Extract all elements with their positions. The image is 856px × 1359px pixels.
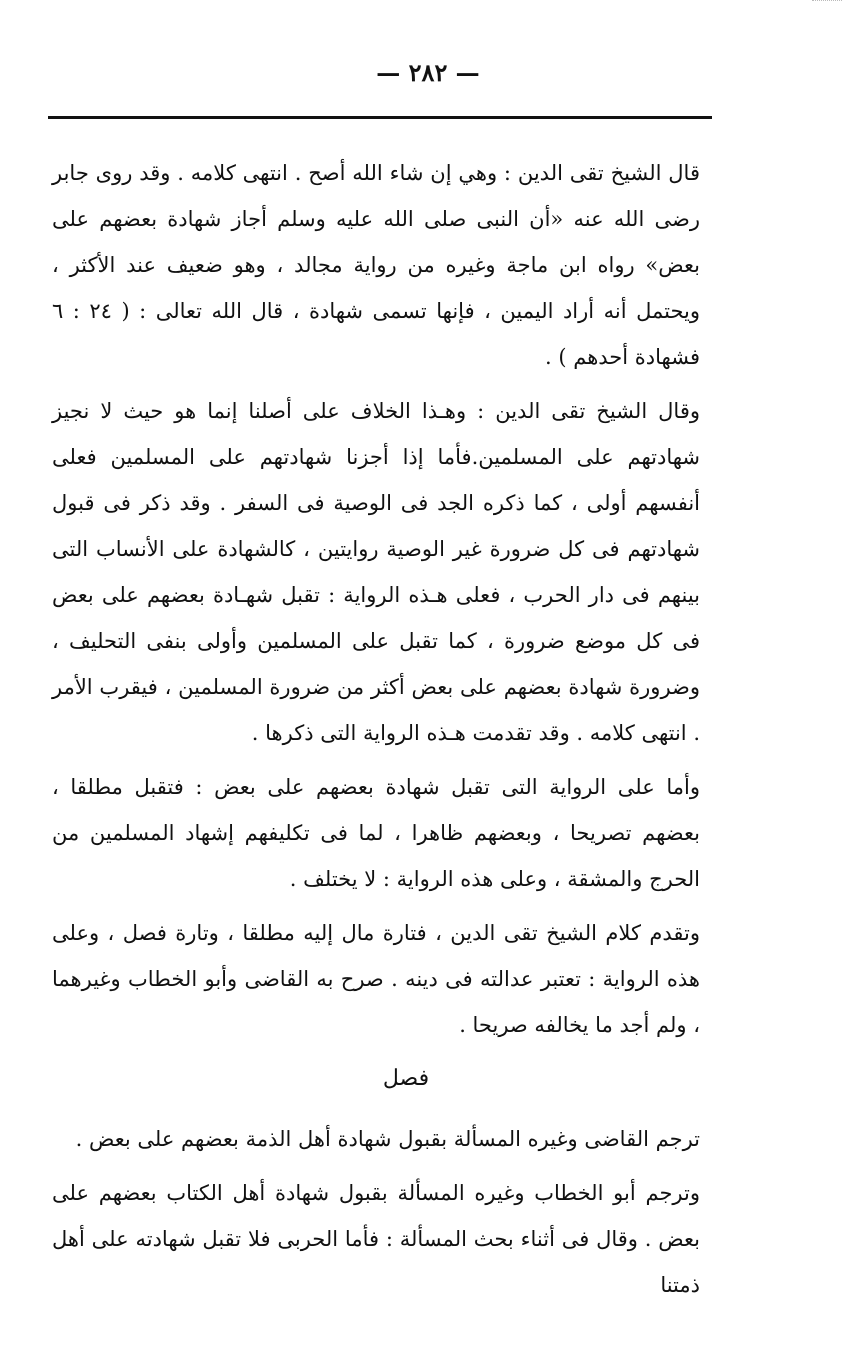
section-heading: فصل bbox=[382, 1066, 430, 1091]
header-rule bbox=[48, 116, 712, 119]
body-paragraph: وأما على الرواية التى تقبل شهادة بعضهم على بعض : فتقبل مطلقا ، بعضهم تصريحا ، وبعضهم ظاهرا ، لما فى تكليفهم إشهاد المسلمين من الحرج والمشقة ، وعلى هذه الرواية : لا يختلف . bbox=[52, 775, 700, 891]
section-paragraph: ترجم القاضى وغيره المسألة بقبول شهادة أهل الذمة بعضهم على بعض . bbox=[75, 1127, 700, 1151]
scan-artifact bbox=[812, 0, 842, 13]
body-paragraph: وقال الشيخ تقى الدين : وهـذا الخلاف على أصلنا إنما هو حيث لا نجيز شهادتهم على المسلمين.فأما إذا أجزنا شهادتهم على المسلمين فعلى أنفسهم أولى ، كما ذكره الجد فى الوصية فى السفر . وقد ذكر فى قبول شهادتهم فى كل ضرورة غير الوصية روايتين ، كالشهادة على الأنساب التى بينهم فى دار الحرب ، فعلى هـذه الرواية : تقبل شهـادة بعضهم على بعض فى كل موضع ضرورة ، كما تقبل على المسلمين وأولى بنفى التحليف ، وضرورة شهادة بعضهم على بعض أكثر من ضرورة المسلمين ، فيقرب الأمر . انتهى كلامه . وقد تقدمت هـذه الرواية التى ذكرها . bbox=[52, 399, 700, 745]
body-paragraph: وتقدم كلام الشيخ تقى الدين ، فتارة مال إليه مطلقا ، وتارة فصل ، وعلى هذه الرواية : تعتبر عدالته فى دينه . صرح به القاضى وأبو الخطاب وغيرهما ، ولم أجد ما يخالفه صريحا . bbox=[52, 921, 700, 1037]
section-paragraph: وترجم أبو الخطاب وغيره المسألة بقبول شهادة أهل الكتاب بعضهم على بعض . وقال فى أثناء بحث المسألة : فأما الحربى فلا تقبل شهادته على أهل ذمتنا bbox=[52, 1181, 700, 1297]
body-paragraph: قال الشيخ تقى الدين : وهي إن شاء الله أصح . انتهى كلامه . وقد روى جابر رضى الله عنه «أن النبى صلى الله عليه وسلم أجاز شهادة بعضهم على بعض» رواه ابن ماجة وغيره من رواية مجالد ، وهو ضعيف عند الأكثر ، ويحتمل أنه أراد اليمين ، فإنها تسمى شهادة ، قال الله تعالى : ( ٢٤ : ٦ فشهادة أحدهم ) . bbox=[52, 161, 701, 369]
page-body bbox=[52, 150, 700, 1308]
page-number: — ٢٨٢ — bbox=[376, 58, 480, 87]
